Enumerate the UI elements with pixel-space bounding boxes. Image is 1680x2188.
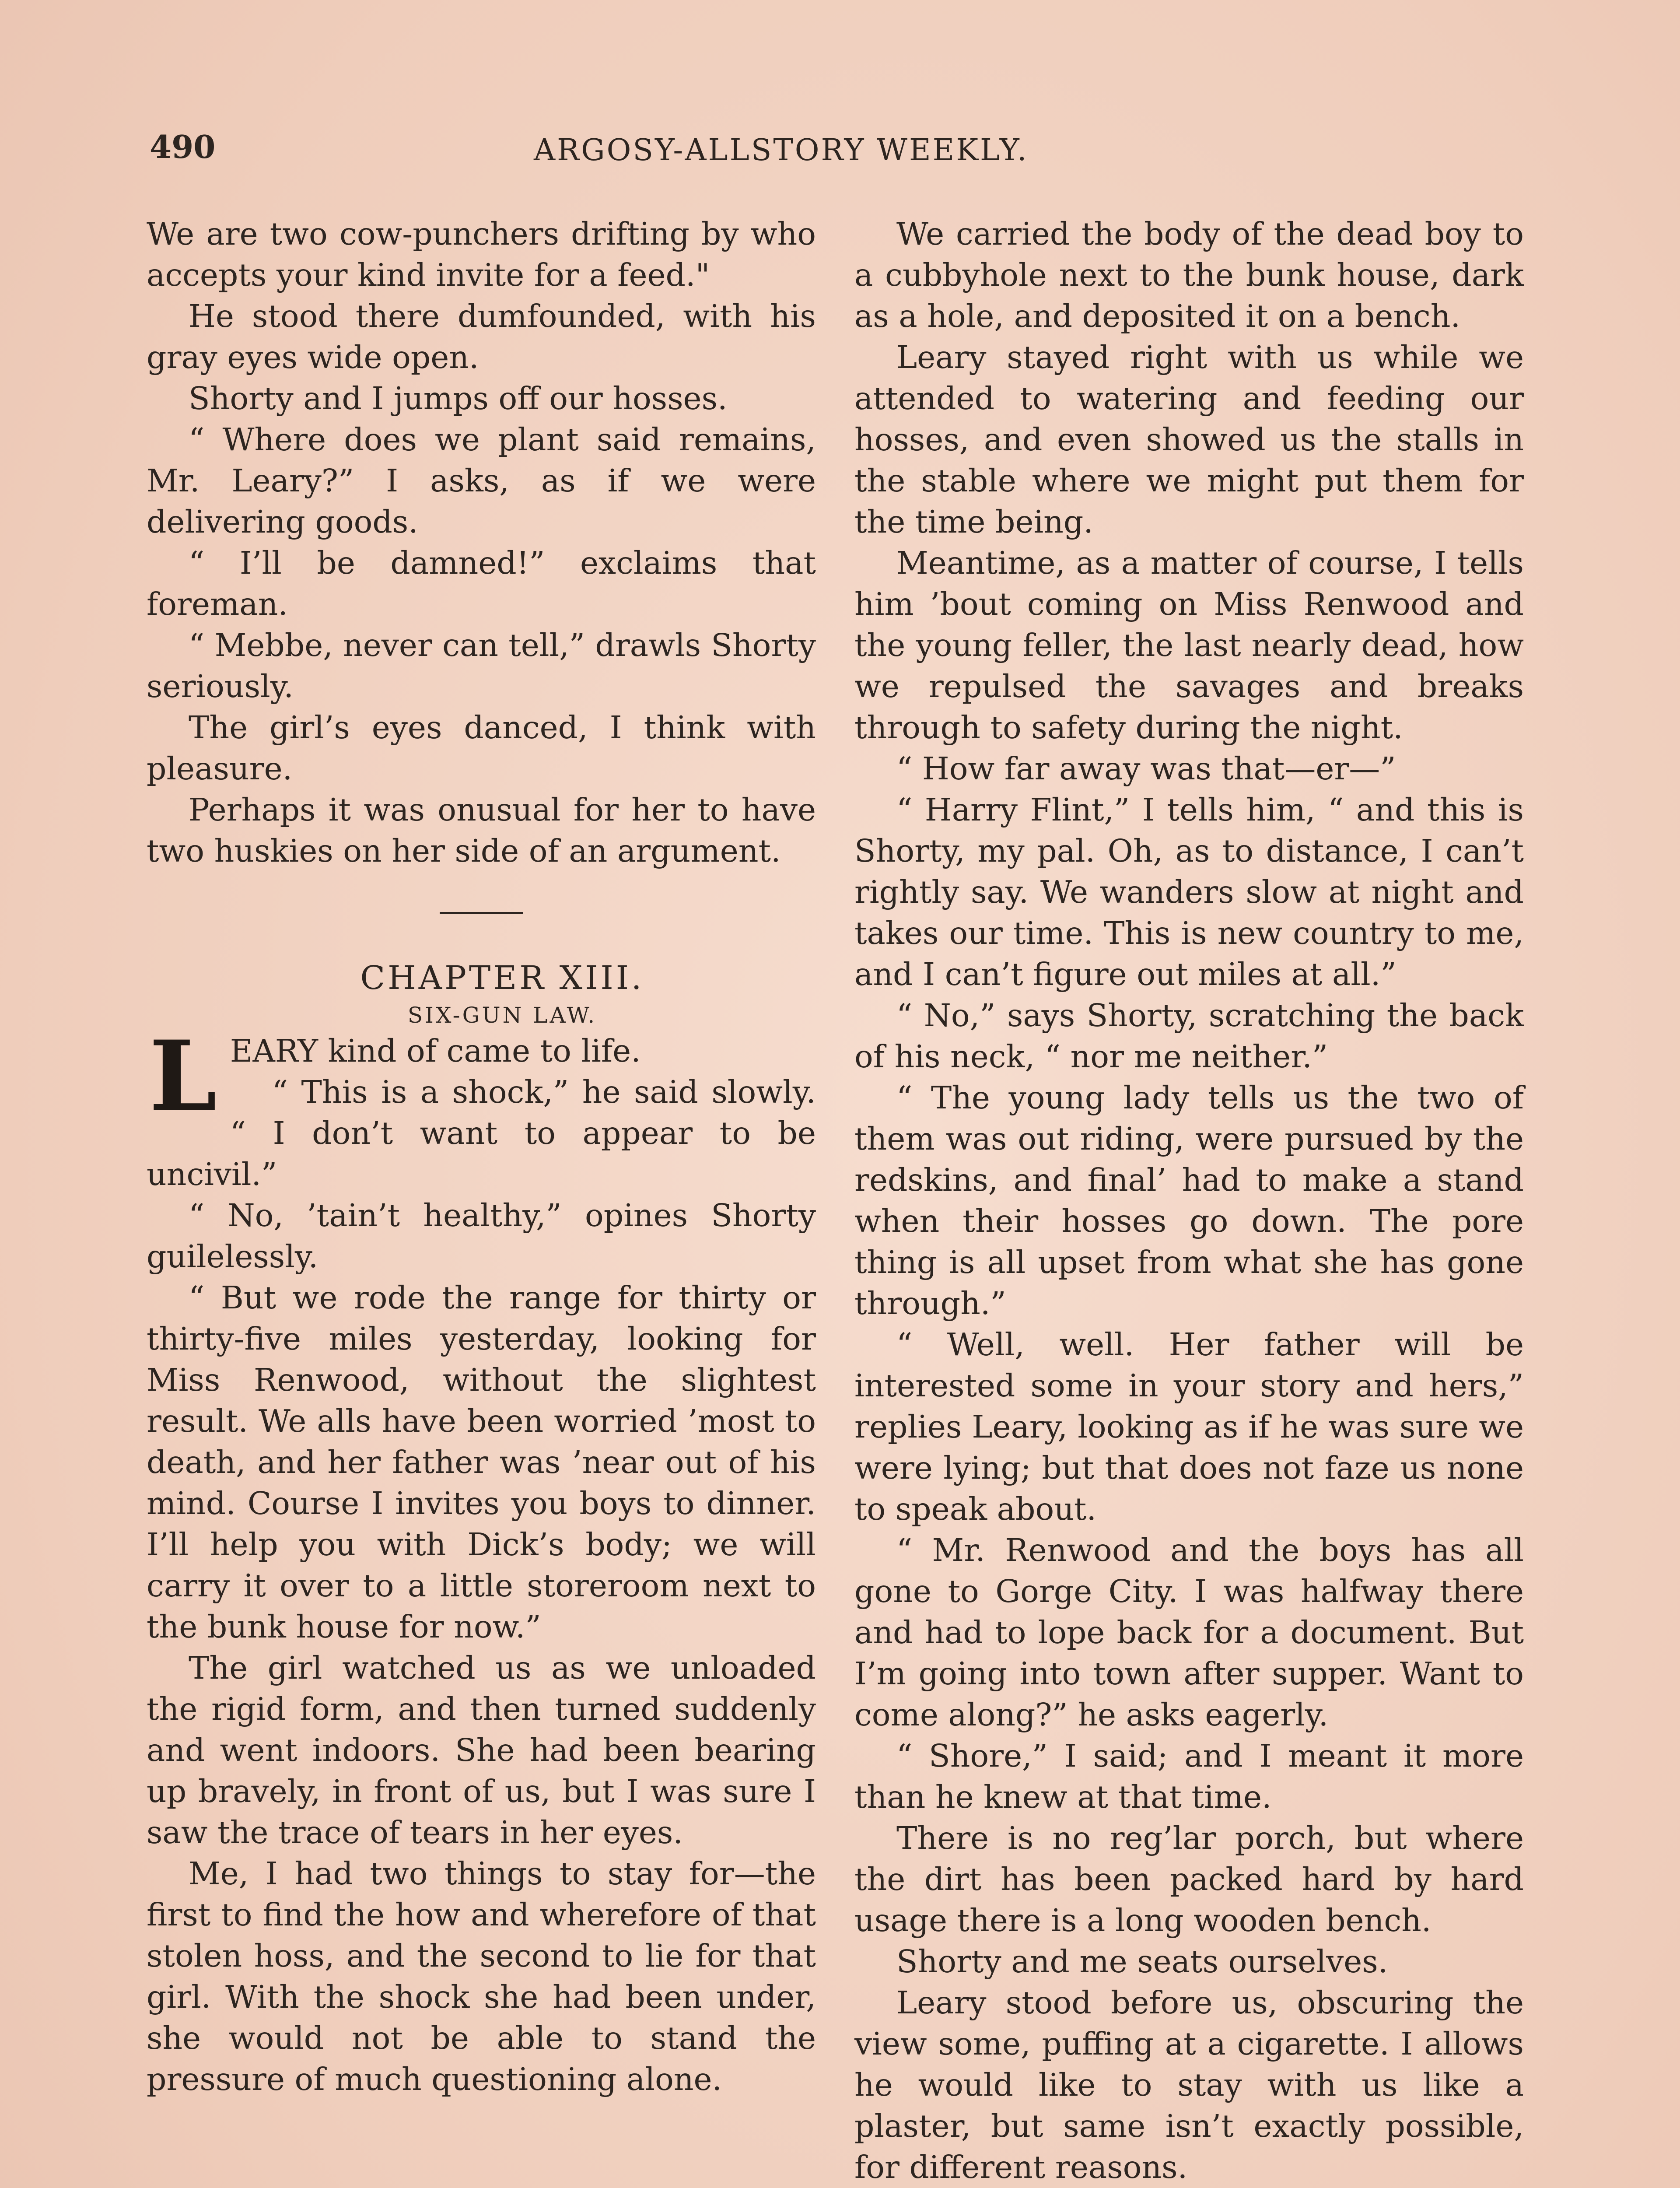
paragraph: Perhaps it was onusual for her to have two huskies on her side of an argument. (147, 792, 816, 869)
section-divider (440, 912, 523, 914)
paragraph: The girl’s eyes danced, I think with pleasure. (147, 709, 816, 787)
chapter-title: CHAPTER XIII. (360, 959, 644, 997)
right-column (854, 214, 1524, 2188)
paragraph: “ Well, well. Her father will be interested some in your story and hers,” replies Leary, looking as if he was sure we were lying; but that does not faze us none to speak about. (854, 1326, 1524, 1527)
opening-text: EARY kind of came to life. (230, 1033, 641, 1069)
paragraph: We are two cow-punchers drifting by who accepts your kind invite for a feed." (147, 216, 816, 293)
paragraph: We carried the body of the dead boy to a cubbyhole next to the bunk house, dark as a hole, and deposited it on a bench. (854, 216, 1524, 334)
paragraph: Leary stood before us, obscuring the view some, puffing at a cigarette. I allows he would like to stay with us like a plaster, but same isn’t exactly possible, for different reasons. (854, 1985, 1524, 2185)
paragraph: There is no reg’lar porch, but where the dirt has been packed hard by hard usage there is a long wooden bench. (854, 1820, 1524, 1939)
drop-cap: L (149, 1019, 217, 1133)
page-number: 490 (150, 128, 216, 165)
paragraph: “ Mebbe, never can tell,” drawls Shorty seriously. (147, 627, 816, 705)
running-title: ARGOSY-ALLSTORY WEEKLY. (534, 133, 1029, 168)
chapter-subtitle: SIX-GUN LAW. (407, 1003, 597, 1028)
paragraph: “ No,” says Shorty, scratching the back of his neck, “ nor me neither.” (854, 997, 1524, 1075)
paragraph: Leary stayed right with us while we attended to watering and feeding our hosses, and even showed us the stalls in the stable where we might put them for the time being. (854, 339, 1524, 540)
paragraph: “ But we rode the range for thirty or thirty-five miles yesterday, looking for Miss Renwood, without the slightest result. We alls have been worried ’most to death, and her father was ’near out of his mind. Course I invites you boys to dinner. I’ll help you with Dick’s body; we will carry it over to a little storeroom next to the bunk house for now.” (147, 1280, 816, 1645)
paragraph: Shorty and me seats ourselves. (896, 1943, 1388, 1980)
left-column (147, 214, 816, 2100)
paragraph: Shorty and I jumps off our hosses. (189, 380, 728, 417)
paragraph: “ No, ’tain’t healthy,” opines Shorty guilelessly. (147, 1197, 816, 1275)
paragraph: Me, I had two things to stay for—the first to find the how and wherefore of that stolen hoss, and the second to lie for that girl. With the shock she had been under, she would not be able to stand the pressure of much questioning alone. (147, 1855, 816, 2097)
paragraph: “ This is a shock,” he said slowly. “ I don’t want to appear to be uncivil.” (147, 1074, 816, 1192)
paragraph: “ I’ll be damned!” exclaims that foreman. (147, 545, 816, 622)
paragraph: The girl watched us as we unloaded the rigid form, and then turned suddenly and went indoors. She had been bearing up bravely, in front of us, but I was sure I saw the trace of tears in her eyes. (147, 1650, 816, 1851)
paragraph: “ Where does we plant said remains, Mr. Leary?” I asks, as if we were delivering goods. (147, 421, 816, 540)
paragraph: “ Harry Flint,” I tells him, “ and this is Shorty, my pal. Oh, as to distance, I can’t rightly say. We wanders slow at night and takes our time. This is new country to me, and I can’t figure out miles at all.” (854, 792, 1524, 992)
paragraph: “ Mr. Renwood and the boys has all gone to Gorge City. I was halfway there and had to lope back for a document. But I’m going into town after supper. Want to come along?” he asks eagerly. (854, 1532, 1524, 1733)
paragraph: “ How far away was that—er—” (896, 750, 1396, 787)
paragraph: Meantime, as a matter of course, I tells him ’bout coming on Miss Renwood and the young feller, the last nearly dead, how we repulsed the savages and breaks through to safety during the night. (854, 545, 1524, 746)
paragraph: “ Shore,” I said; and I meant it more than he knew at that time. (854, 1738, 1524, 1815)
paragraph: He stood there dumfounded, with his gray eyes wide open. (147, 298, 816, 375)
paragraph: “ The young lady tells us the two of them was out riding, were pursued by the redskins, and final’ had to make a stand when their hosses go down. The pore thing is all upset from what she has gone through.” (854, 1080, 1524, 1322)
